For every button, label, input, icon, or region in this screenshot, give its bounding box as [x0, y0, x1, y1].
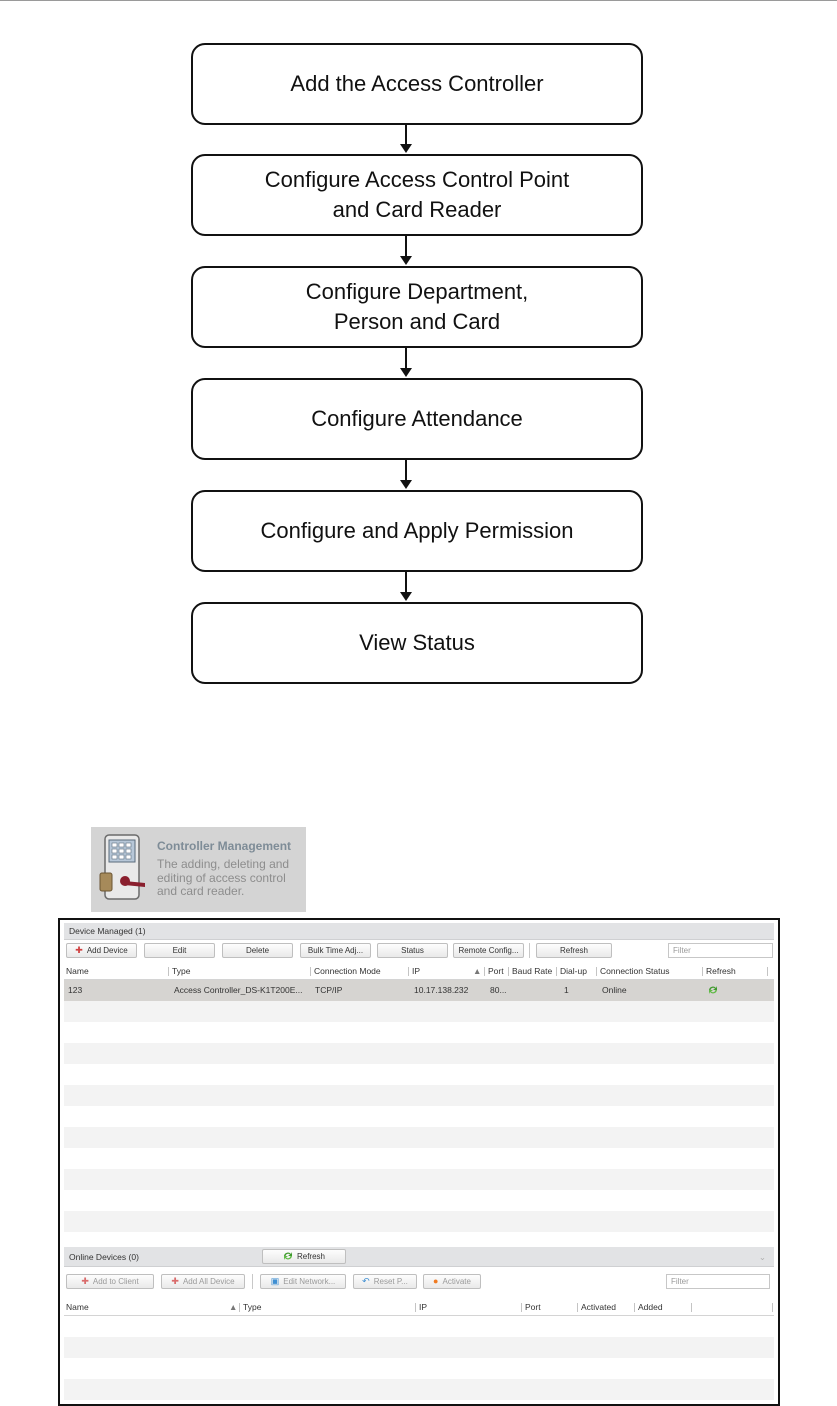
- edit-network-label: Edit Network...: [283, 1277, 336, 1286]
- flow-step-add-controller: Add the Access Controller: [191, 43, 643, 125]
- column-header-connection-mode[interactable]: Connection Mode: [314, 966, 381, 976]
- empty-row: [64, 1022, 774, 1043]
- column-header-refresh[interactable]: Refresh: [706, 966, 736, 976]
- status-button[interactable]: Status: [377, 943, 448, 958]
- add-all-device-button[interactable]: [161, 1274, 245, 1289]
- column-divider: [415, 1303, 416, 1312]
- column-header-name[interactable]: Name: [66, 1302, 89, 1312]
- column-divider: [310, 967, 311, 976]
- table-row[interactable]: [64, 980, 774, 1001]
- column-divider: [484, 967, 485, 976]
- cell-type: Access Controller_DS-K1T200E...: [174, 985, 303, 995]
- column-header-port[interactable]: Port: [488, 966, 504, 976]
- activate-button[interactable]: [423, 1274, 481, 1289]
- empty-row: [64, 1337, 774, 1358]
- add-all-device-label: Add All Device: [182, 1277, 235, 1286]
- online-table-header: [64, 1300, 774, 1316]
- column-header-ip[interactable]: IP: [412, 966, 421, 976]
- flow-step-permission: Configure and Apply Permission: [191, 490, 643, 572]
- column-divider: [772, 1303, 773, 1312]
- flow-step-attendance: Configure Attendance: [191, 378, 643, 460]
- column-divider: [634, 1303, 635, 1312]
- flow-arrow: [405, 572, 407, 592]
- empty-row: [64, 1211, 774, 1232]
- refresh-icon: [283, 1251, 293, 1260]
- reset-password-label: Reset P...: [373, 1277, 408, 1286]
- flow-arrow: [405, 125, 407, 145]
- column-header-dial-up[interactable]: Dial-up: [560, 966, 587, 976]
- flow-arrow: [405, 236, 407, 256]
- column-divider: [702, 967, 703, 976]
- online-filter-input[interactable]: Filter: [666, 1274, 770, 1289]
- controller-management-tile[interactable]: [91, 827, 306, 912]
- column-divider: [596, 967, 597, 976]
- add-icon: ✚: [171, 1276, 179, 1286]
- activate-icon: ●: [433, 1276, 439, 1286]
- edit-icon: ▣: [270, 1276, 280, 1286]
- empty-row: [64, 1169, 774, 1190]
- online-devices-title: Online Devices (0): [69, 1252, 139, 1262]
- empty-row: [64, 1379, 774, 1400]
- flow-arrow: [405, 460, 407, 480]
- cell-name: 123: [68, 985, 83, 995]
- toolbar-separator: [252, 1274, 253, 1289]
- flow-arrow-head: [400, 480, 412, 489]
- cell-connection-mode: TCP/IP: [315, 985, 343, 995]
- column-divider: [168, 967, 169, 976]
- flow-step-department: Configure Department, Person and Card: [191, 266, 643, 348]
- flow-arrow-head: [400, 144, 412, 153]
- online-devices-toolbar: [64, 1271, 774, 1293]
- column-header-connection-status[interactable]: Connection Status: [600, 966, 670, 976]
- column-divider: [408, 967, 409, 976]
- device-managed-header: [64, 923, 774, 940]
- cell-dial-up: 1: [564, 985, 569, 995]
- column-header-ip[interactable]: IP: [419, 1302, 428, 1312]
- column-divider: [556, 967, 557, 976]
- column-header-type[interactable]: Type: [243, 1302, 262, 1312]
- cell-ip: 10.17.138.232: [414, 985, 469, 995]
- bulk-time-adjustment-button[interactable]: Bulk Time Adj...: [300, 943, 371, 958]
- add-to-client-label: Add to Client: [92, 1277, 139, 1286]
- flow-step-access-point: Configure Access Control Point and Card Reader: [191, 154, 643, 236]
- empty-row: [64, 1064, 774, 1085]
- column-divider: [691, 1303, 692, 1312]
- column-header-baud-rate[interactable]: Baud Rate: [512, 966, 553, 976]
- setup-flowchart: [0, 0, 837, 700]
- edit-button[interactable]: Edit: [144, 943, 215, 958]
- device-management-window: [58, 918, 780, 1406]
- online-devices-header: [64, 1247, 774, 1267]
- column-divider: [577, 1303, 578, 1312]
- column-header-type[interactable]: Type: [172, 966, 191, 976]
- row-refresh-icon[interactable]: [708, 981, 718, 1002]
- device-managed-title: Device Managed (1): [69, 926, 146, 936]
- remote-config-button[interactable]: Remote Config...: [453, 943, 524, 958]
- online-refresh-label: Refresh: [296, 1252, 325, 1261]
- access-controller-icon: [99, 833, 147, 905]
- collapse-icon[interactable]: ⌄: [758, 1252, 766, 1262]
- device-managed-toolbar: [64, 940, 774, 962]
- empty-row: [64, 1190, 774, 1211]
- activate-label: Activate: [442, 1277, 471, 1286]
- sort-ascending-icon: ▲: [229, 1302, 238, 1312]
- column-header-activated[interactable]: Activated: [581, 1302, 616, 1312]
- delete-button[interactable]: Delete: [222, 943, 293, 958]
- flow-step-view-status: View Status: [191, 602, 643, 684]
- column-divider: [239, 1303, 240, 1312]
- add-icon: ✚: [81, 1276, 89, 1286]
- reset-icon: ↶: [362, 1276, 370, 1286]
- empty-row: [64, 1106, 774, 1127]
- flow-arrow-head: [400, 256, 412, 265]
- tile-title: Controller Management: [157, 839, 292, 853]
- column-header-added[interactable]: Added: [638, 1302, 663, 1312]
- column-divider: [508, 967, 509, 976]
- sort-ascending-icon: ▲: [473, 966, 482, 976]
- empty-row: [64, 1358, 774, 1379]
- device-table-header: [64, 964, 774, 980]
- empty-row: [64, 1148, 774, 1169]
- column-divider: [767, 967, 768, 976]
- toolbar-separator: [529, 943, 530, 958]
- device-filter-input[interactable]: Filter: [668, 943, 773, 958]
- column-header-name[interactable]: Name: [66, 966, 89, 976]
- edit-network-button[interactable]: [260, 1274, 346, 1289]
- column-divider: [521, 1303, 522, 1312]
- reset-password-button[interactable]: [353, 1274, 417, 1289]
- add-device-label: Add Device: [86, 946, 128, 955]
- refresh-button[interactable]: Refresh: [536, 943, 612, 958]
- empty-row: [64, 1001, 774, 1022]
- empty-row: [64, 1127, 774, 1148]
- empty-row: [64, 1085, 774, 1106]
- flow-arrow-head: [400, 368, 412, 377]
- flow-arrow: [405, 348, 407, 368]
- online-refresh-button[interactable]: [262, 1249, 346, 1264]
- flow-arrow-head: [400, 592, 412, 601]
- empty-row: [64, 1316, 774, 1337]
- cell-connection-status: Online: [602, 985, 627, 995]
- column-header-port[interactable]: Port: [525, 1302, 541, 1312]
- add-icon: ✚: [75, 945, 83, 955]
- add-to-client-button[interactable]: [66, 1274, 154, 1289]
- add-device-button[interactable]: [66, 943, 137, 958]
- empty-row: [64, 1043, 774, 1064]
- cell-port: 80...: [490, 985, 507, 995]
- tile-description: The adding, deleting and editing of access control and card reader.: [157, 857, 290, 898]
